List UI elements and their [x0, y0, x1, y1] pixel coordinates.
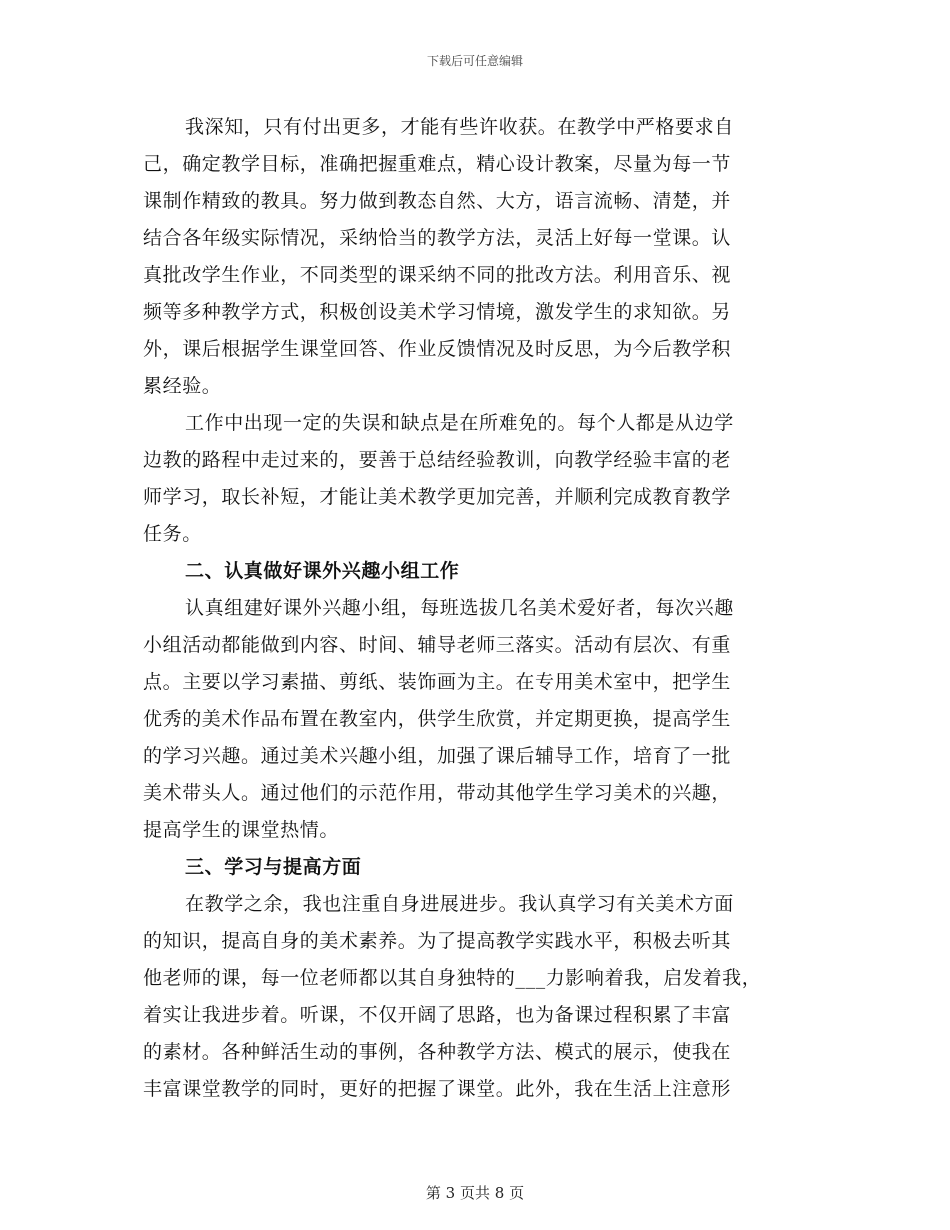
paragraph-line: 的学习兴趣。通过美术兴趣小组，加强了课后辅导工作，培育了一批	[143, 745, 732, 767]
paragraph-line: 的知识，提高自身的美术素养。为了提高教学实践水平，积极去听其	[143, 930, 732, 952]
paragraph-line: 优秀的美术作品布置在教室内，供学生欣赏，并定期更换，提高学生	[143, 708, 732, 730]
section-heading: 三、学习与提高方面	[185, 856, 362, 878]
paragraph-line: 真批改学生作业，不同类型的课采纳不同的批改方法。利用音乐、视	[143, 264, 732, 286]
paragraph-line: 的素材。各种鲜活生动的事例，各种教学方法、模式的展示，使我在	[143, 1041, 732, 1063]
paragraph-line: 任务。	[143, 523, 202, 545]
paragraph-line: 师学习，取长补短，才能让美术教学更加完善，并顺利完成教育教学	[143, 486, 732, 508]
paragraph-line: 结合各年级实际情况，采纳恰当的教学方法，灵活上好每一堂课。认	[143, 227, 732, 249]
section-heading: 二、认真做好课外兴趣小组工作	[185, 560, 460, 582]
paragraph-line: 美术带头人。通过他们的示范作用，带动其他学生学习美术的兴趣，	[143, 782, 732, 804]
paragraph-line: 小组活动都能做到内容、时间、辅导老师三落实。活动有层次、有重	[143, 634, 732, 656]
paragraph-line: 着实让我进步着。听课，不仅开阔了思路，也为备课过程积累了丰富	[143, 1004, 732, 1026]
paragraph-line: 他老师的课，每一位老师都以其自身独特的___力影响着我，启发着我，	[143, 967, 762, 989]
paragraph-line: 认真组建好课外兴趣小组，每班选拔几名美术爱好者，每次兴趣	[185, 597, 734, 619]
paragraph-line: 提高学生的课堂热情。	[143, 819, 340, 841]
paragraph-line: 丰富课堂教学的同时，更好的把握了课堂。此外，我在生活上注意形	[143, 1078, 732, 1100]
paragraph-line: 点。主要以学习素描、剪纸、装饰画为主。在专用美术室中，把学生	[143, 671, 732, 693]
paragraph-line: 边教的路程中走过来的，要善于总结经验教训，向教学经验丰富的老	[143, 449, 732, 471]
document-body	[143, 109, 798, 1108]
page-header: 下载后可任意编辑	[426, 54, 523, 68]
paragraph-line: 外，课后根据学生课堂回答、作业反馈情况及时反思，为今后教学积	[143, 338, 732, 360]
paragraph-line: 累经验。	[143, 375, 222, 397]
paragraph-line: 我深知，只有付出更多，才能有些许收获。在教学中严格要求自	[185, 116, 734, 138]
paragraph-line: 在教学之余，我也注重自身进展进步。我认真学习有关美术方面	[185, 893, 734, 915]
paragraph-line: 己，确定教学目标，准确把握重难点，精心设计教案，尽量为每一节	[143, 153, 732, 175]
paragraph-line: 频等多种教学方式，积极创设美术学习情境，激发学生的求知欲。另	[143, 301, 732, 323]
paragraph-line: 课制作精致的教具。努力做到教态自然、大方，语言流畅、清楚，并	[143, 190, 732, 212]
paragraph-line: 工作中出现一定的失误和缺点是在所难免的。每个人都是从边学	[185, 412, 734, 434]
page-footer: 第 3 页共 8 页	[425, 1184, 525, 1202]
